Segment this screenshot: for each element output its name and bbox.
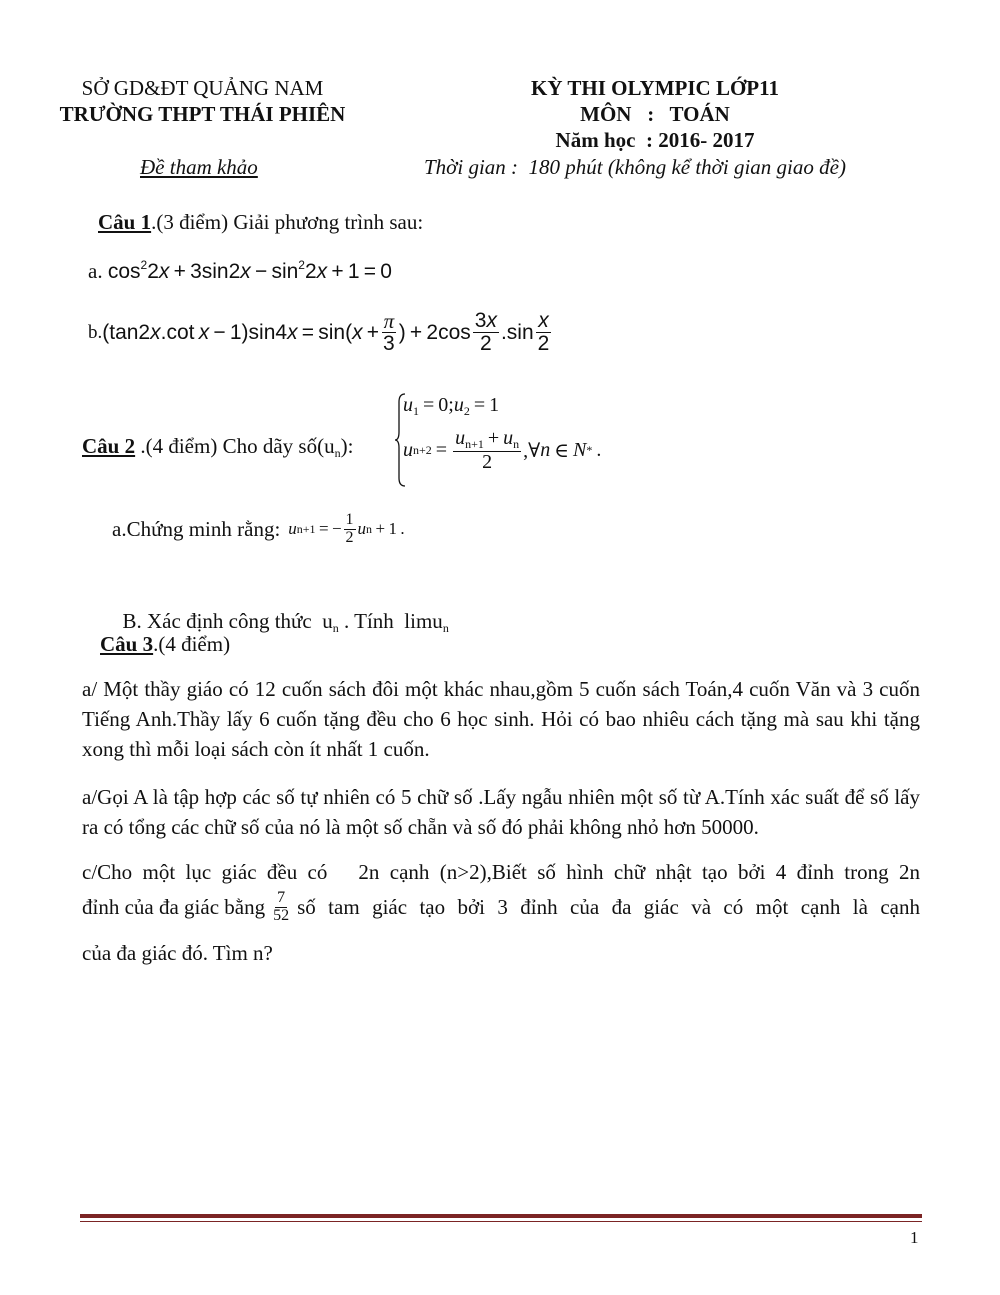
question-2-heading: [82, 434, 353, 461]
question-2b-text: B. Xác định công thức u: [122, 609, 333, 633]
school-name: TRƯỜNG THPT THÁI PHIÊN: [59, 102, 346, 126]
subject-line: MÔN : TOÁN: [580, 102, 730, 126]
question-2a-text: a.Chứng minh rằng:: [112, 516, 281, 541]
question-3-heading: [100, 632, 230, 657]
question-3-part-c-line3: của đa giác đó. Tìm n?: [82, 941, 273, 965]
time-label: Thời gian : 180 phút (không kể thời gian giao đề): [424, 155, 846, 179]
equation-b-label: b.: [88, 321, 103, 343]
fraction-7-52: $\frac{7}{52}$: [273, 889, 290, 924]
question-2b-mid: . Tính limu: [338, 609, 443, 633]
question-3-intro: .(4 điểm): [153, 632, 231, 656]
question-3-part-c-line1: c/Cho một lục giác đều có 2n cạnh (n>2),Biết số hình chữ nhật tạo bởi 4 đỉnh trong 2n: [82, 860, 920, 884]
question-2b: [112, 584, 449, 636]
equation-a-label: a.: [88, 259, 103, 283]
question-2-intro-sub: n: [334, 446, 341, 460]
page-number: 1: [910, 1228, 919, 1247]
question-2-title: Câu 2: [82, 434, 136, 458]
exam-title: KỲ THI OLYMPIC LỚP11: [531, 76, 779, 100]
question-2a: [112, 512, 405, 547]
question-1-heading: [98, 210, 423, 235]
school-year: Năm học : 2016- 2017: [555, 128, 755, 152]
reference-label: Đề tham khảo: [140, 155, 258, 179]
equation-a-formula: $\cos^22x + 3\sin 2x - \sin^22x + 1 = 0$: [107, 258, 392, 283]
footer-rule-thin: [80, 1221, 922, 1222]
question-2a-formula: u n+1 = − $\frac{1}{2}$ u n + 1 .: [288, 511, 405, 546]
question-3-part-b: a/Gọi A là tập hợp các số tự nhiên có 5 chữ số .Lấy ngẫu nhiên một số từ A.Tính xác suất để số lấy ra có tổng các chữ số của nó là một số chẵn và số đó phải không nhỏ hơn 50000.: [82, 785, 920, 839]
question-3-part-c-text-a: đỉnh của đa giác bằng: [82, 894, 266, 919]
footer-rule-thick: [80, 1214, 922, 1218]
question-3-part-a: a/ Một thầy giáo có 12 cuốn sách đôi một khác nhau,gồm 5 cuốn sách Toán,4 cuốn Văn và 3 cuốn Tiếng Anh.Thầy lấy 6 cuốn tặng đều cho 6 học sinh. Hỏi có bao nhiêu cách tặng mà sau khi tặng xong thì mỗi loại sách còn ít nhất 1 cuốn.: [82, 677, 920, 761]
question-2-intro-end: ):: [340, 434, 354, 458]
question-3-title: Câu 3: [100, 632, 154, 656]
question-1-title: Câu 1: [98, 210, 152, 234]
question-1-intro: .(3 điểm) Giải phương trình sau:: [151, 210, 424, 234]
question-2b-sub: n: [332, 621, 339, 635]
equation-b: [88, 310, 553, 355]
department-name: SỞ GD&ĐT QUẢNG NAM: [81, 76, 324, 100]
recurrence-formula: u n+2 = $\frac{u_{n+1} + u_n}{2}$ ,∀ n ∈ N * .: [403, 427, 602, 473]
equation-a: [88, 258, 392, 284]
question-3-part-c-text-b: số tam giác tạo bởi 3 đỉnh của đa giác và có một cạnh là cạnh: [297, 894, 920, 919]
question-2-intro: .(4 điểm) Cho dãy số(u: [135, 434, 335, 458]
question-2b-sub2: n: [442, 621, 449, 635]
question-3-part-c-line2: [82, 890, 920, 925]
equation-b-formula: (tan2 x .cot x − 1)sin4 x = sin( x + $\frac{\pi}{3}$ ) + 2cos $\frac{3x}{2}$ .sin $\frac{x}{2}$: [102, 309, 550, 356]
recurrence-initial: $u_1$ = $0;u_2 = 1$: [403, 394, 500, 418]
